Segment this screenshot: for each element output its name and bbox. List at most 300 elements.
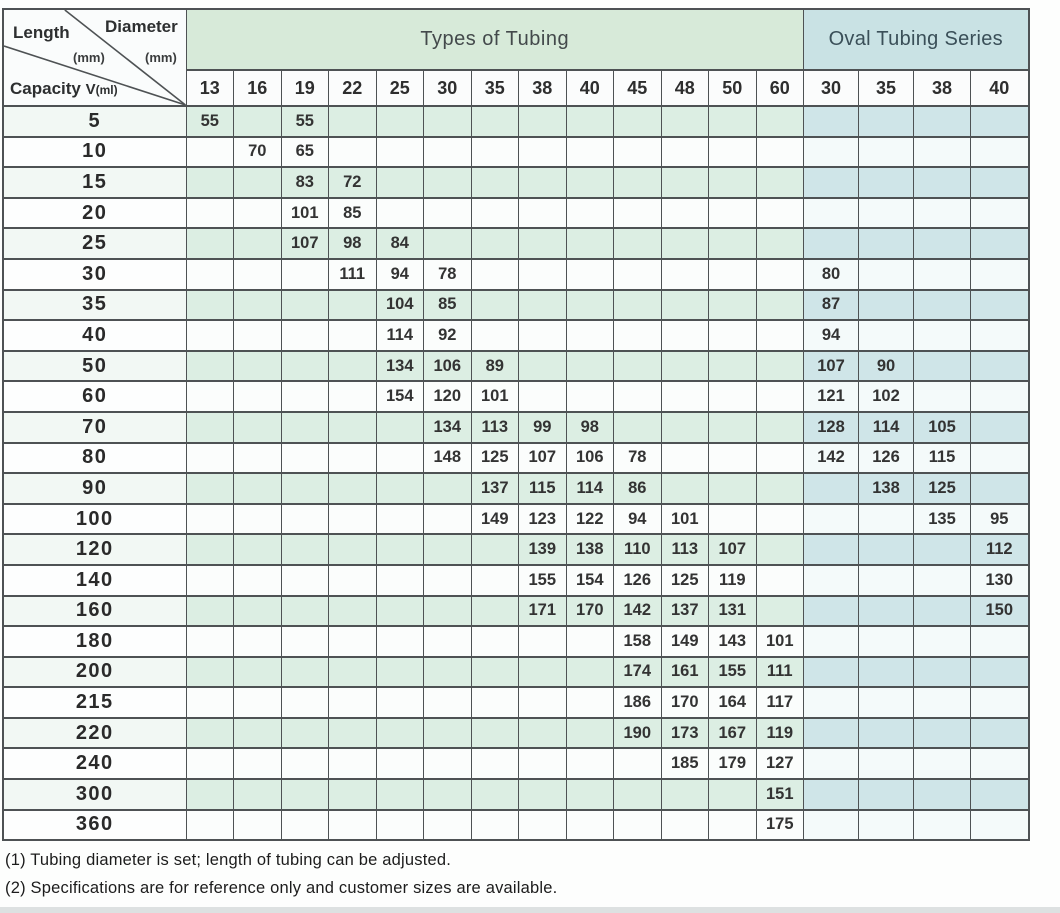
tubing-length-cell: 55: [281, 106, 329, 137]
tubing-length-cell: [234, 106, 282, 137]
oval-length-cell: [804, 779, 859, 810]
tubing-length-cell: [234, 381, 282, 412]
tubing-length-cell: [186, 596, 234, 627]
oval-length-cell: [914, 290, 971, 321]
tubing-length-cell: [756, 259, 804, 290]
tubing-length-cell: [566, 687, 614, 718]
table-row: [3, 810, 1029, 841]
tubing-length-cell: 65: [281, 137, 329, 168]
tubing-length-cell: [519, 198, 567, 229]
tubing-length-cell: [424, 596, 472, 627]
tubing-length-cell: [281, 504, 329, 535]
oval-length-cell: [804, 198, 859, 229]
tubing-length-cell: [424, 657, 472, 688]
tubing-length-cell: [186, 565, 234, 596]
tubing-length-cell: [234, 810, 282, 841]
tubing-length-cell: [471, 167, 519, 198]
title-header-row: [3, 9, 1029, 70]
tubing-length-cell: 94: [376, 259, 424, 290]
tubing-length-cell: [281, 657, 329, 688]
capacity-cell: 70: [3, 412, 186, 443]
tubing-length-cell: [281, 412, 329, 443]
tubing-length-cell: [281, 290, 329, 321]
tubing-length-cell: 107: [281, 228, 329, 259]
oval-length-cell: [971, 320, 1029, 351]
tubing-length-cell: 155: [709, 657, 757, 688]
oval-length-cell: [914, 779, 971, 810]
oval-length-cell: [859, 259, 914, 290]
tubing-length-cell: [519, 687, 567, 718]
tubing-length-cell: [709, 320, 757, 351]
tubing-length-cell: 114: [376, 320, 424, 351]
tubing-length-cell: [186, 259, 234, 290]
tubing-length-cell: 170: [661, 687, 709, 718]
oval-length-cell: [914, 320, 971, 351]
tubing-length-cell: [234, 259, 282, 290]
tubing-length-cell: [519, 351, 567, 382]
oval-length-cell: [914, 259, 971, 290]
corner-header-cell: [3, 9, 186, 106]
tubing-length-cell: [566, 748, 614, 779]
tubing-length-cell: [471, 810, 519, 841]
tubing-length-cell: [186, 381, 234, 412]
tubing-length-cell: [614, 351, 662, 382]
tubing-length-cell: [234, 504, 282, 535]
tubing-length-cell: [329, 687, 377, 718]
length-label: Length: [13, 23, 70, 42]
tubing-length-cell: [471, 137, 519, 168]
oval-length-cell: [804, 228, 859, 259]
tubing-length-cell: 85: [424, 290, 472, 321]
tubing-length-cell: [519, 106, 567, 137]
tubing-length-cell: [756, 412, 804, 443]
footnotes: [5, 846, 557, 902]
table-row: [3, 137, 1029, 168]
tubing-length-cell: [756, 137, 804, 168]
oval-length-cell: [804, 106, 859, 137]
tubing-length-cell: [376, 534, 424, 565]
tubing-length-cell: [281, 534, 329, 565]
oval-length-cell: [859, 198, 914, 229]
oval-length-cell: [914, 137, 971, 168]
tubing-length-cell: 86: [614, 473, 662, 504]
oval-length-cell: [859, 290, 914, 321]
tubing-length-cell: [281, 320, 329, 351]
capacity-cell: 220: [3, 718, 186, 749]
tubing-length-cell: [186, 167, 234, 198]
tubing-length-cell: 190: [614, 718, 662, 749]
tubing-length-cell: 92: [424, 320, 472, 351]
oval-length-cell: 114: [859, 412, 914, 443]
tubing-length-cell: [186, 687, 234, 718]
tubing-length-cell: [234, 657, 282, 688]
tubing-length-cell: 113: [661, 534, 709, 565]
tubing-length-cell: [376, 473, 424, 504]
tubing-length-cell: 101: [471, 381, 519, 412]
tubing-length-cell: [376, 779, 424, 810]
tubing-length-cell: [709, 779, 757, 810]
tubing-length-cell: [661, 381, 709, 412]
tubing-length-cell: 137: [471, 473, 519, 504]
tubing-length-cell: [186, 412, 234, 443]
tubing-length-cell: 101: [661, 504, 709, 535]
tubing-length-cell: [661, 290, 709, 321]
tubing-length-cell: 111: [329, 259, 377, 290]
tubing-length-cell: 89: [471, 351, 519, 382]
table-row: [3, 473, 1029, 504]
oval-tubing-series-title: Oval Tubing Series: [804, 9, 1029, 70]
tubing-length-cell: [186, 290, 234, 321]
table-row: [3, 596, 1029, 627]
tubing-length-cell: [566, 228, 614, 259]
oval-length-cell: [914, 657, 971, 688]
tubing-length-cell: [234, 534, 282, 565]
tubing-length-cell: 164: [709, 687, 757, 718]
tubing-length-cell: [756, 351, 804, 382]
tubing-length-cell: [614, 810, 662, 841]
oval-length-cell: [804, 504, 859, 535]
tubing-length-cell: 106: [424, 351, 472, 382]
diameter-unit: (mm): [145, 50, 177, 65]
tubing-length-cell: [519, 381, 567, 412]
tubing-length-cell: 127: [756, 748, 804, 779]
oval-length-cell: [859, 718, 914, 749]
table-row: [3, 412, 1029, 443]
tubing-length-cell: [376, 596, 424, 627]
tubing-length-cell: [186, 504, 234, 535]
oval-length-cell: [859, 228, 914, 259]
tubing-length-cell: [329, 626, 377, 657]
oval-length-cell: [914, 198, 971, 229]
oval-length-cell: [971, 259, 1029, 290]
tubing-length-cell: [234, 779, 282, 810]
tubing-length-cell: [709, 412, 757, 443]
oval-length-cell: [804, 137, 859, 168]
tubing-diameter-header: 48: [661, 70, 709, 106]
tubing-length-cell: 155: [519, 565, 567, 596]
tubing-length-cell: [234, 167, 282, 198]
tubing-length-cell: [471, 748, 519, 779]
capacity-cell: 100: [3, 504, 186, 535]
oval-length-cell: [804, 565, 859, 596]
tubing-length-cell: [709, 106, 757, 137]
capacity-cell: 40: [3, 320, 186, 351]
tubing-length-cell: 154: [376, 381, 424, 412]
oval-length-cell: [914, 565, 971, 596]
tubing-length-cell: [661, 443, 709, 474]
tubing-length-cell: 119: [756, 718, 804, 749]
tubing-length-cell: [709, 443, 757, 474]
tubing-length-cell: [661, 228, 709, 259]
tubing-length-cell: [281, 748, 329, 779]
tubing-length-cell: [756, 504, 804, 535]
tubing-length-cell: 134: [424, 412, 472, 443]
tubing-length-cell: [329, 381, 377, 412]
oval-length-cell: [914, 534, 971, 565]
length-unit: (mm): [73, 50, 105, 65]
oval-length-cell: [914, 596, 971, 627]
tubing-length-cell: 106: [566, 443, 614, 474]
tubing-length-cell: [471, 565, 519, 596]
oval-length-cell: [971, 626, 1029, 657]
oval-length-cell: [804, 534, 859, 565]
tubing-length-cell: [376, 687, 424, 718]
footnote-1: (1) Tubing diameter is set; length of tubing can be adjusted.: [5, 851, 452, 869]
oval-diameter-header: 38: [914, 70, 971, 106]
tubing-length-cell: [709, 259, 757, 290]
table-row: [3, 167, 1029, 198]
oval-length-cell: [971, 137, 1029, 168]
tubing-length-cell: [329, 504, 377, 535]
tubing-length-cell: [281, 810, 329, 841]
capacity-cell: 360: [3, 810, 186, 841]
tubing-length-cell: [186, 534, 234, 565]
tubing-length-cell: [661, 137, 709, 168]
tubing-length-cell: [709, 810, 757, 841]
capacity-cell: 10: [3, 137, 186, 168]
tubing-length-cell: [281, 596, 329, 627]
tubing-length-cell: [186, 443, 234, 474]
tubing-length-cell: [614, 198, 662, 229]
table-row: [3, 534, 1029, 565]
tubing-length-cell: [756, 320, 804, 351]
oval-length-cell: 130: [971, 565, 1029, 596]
tubing-length-cell: [376, 810, 424, 841]
tubing-length-cell: [709, 167, 757, 198]
tubing-length-cell: [614, 748, 662, 779]
tubing-diameter-header: 38: [519, 70, 567, 106]
oval-length-cell: [914, 687, 971, 718]
tubing-length-cell: 171: [519, 596, 567, 627]
tubing-length-cell: [234, 290, 282, 321]
tubing-length-cell: 107: [519, 443, 567, 474]
tubing-length-cell: 126: [614, 565, 662, 596]
tubing-length-cell: [709, 504, 757, 535]
tubing-length-cell: [329, 565, 377, 596]
tubing-length-cell: 111: [756, 657, 804, 688]
oval-length-cell: 80: [804, 259, 859, 290]
tubing-length-cell: [424, 106, 472, 137]
tubing-length-cell: [471, 596, 519, 627]
tubing-length-cell: [424, 167, 472, 198]
tubing-length-cell: 101: [756, 626, 804, 657]
table-row: [3, 657, 1029, 688]
tubing-length-cell: [186, 473, 234, 504]
tubing-length-cell: [756, 534, 804, 565]
tubing-length-cell: [519, 290, 567, 321]
tubing-length-cell: [424, 748, 472, 779]
tubing-length-cell: [614, 259, 662, 290]
tubing-length-cell: [376, 748, 424, 779]
tubing-length-cell: [756, 443, 804, 474]
capacity-cell: 200: [3, 657, 186, 688]
oval-length-cell: 142: [804, 443, 859, 474]
tubing-length-cell: [234, 351, 282, 382]
tubing-length-cell: [614, 228, 662, 259]
oval-length-cell: [971, 412, 1029, 443]
tubing-length-cell: 85: [329, 198, 377, 229]
oval-length-cell: [859, 504, 914, 535]
tubing-length-cell: [471, 687, 519, 718]
tubing-length-cell: [756, 198, 804, 229]
tubing-length-cell: [566, 167, 614, 198]
tubing-length-cell: 107: [709, 534, 757, 565]
oval-length-cell: 135: [914, 504, 971, 535]
oval-length-cell: [914, 810, 971, 841]
oval-length-cell: [971, 657, 1029, 688]
tubing-length-cell: [471, 320, 519, 351]
oval-length-cell: 87: [804, 290, 859, 321]
tubing-length-cell: 170: [566, 596, 614, 627]
oval-length-cell: [859, 626, 914, 657]
tubing-length-cell: [329, 351, 377, 382]
tubing-length-cell: [376, 167, 424, 198]
capacity-cell: 160: [3, 596, 186, 627]
oval-length-cell: [804, 718, 859, 749]
tubing-length-cell: [566, 198, 614, 229]
tubing-length-cell: [614, 106, 662, 137]
tubing-length-cell: [756, 167, 804, 198]
tubing-length-cell: [661, 412, 709, 443]
oval-length-cell: 105: [914, 412, 971, 443]
tubing-length-cell: [566, 106, 614, 137]
tubing-length-cell: 110: [614, 534, 662, 565]
tubing-length-cell: 142: [614, 596, 662, 627]
tubing-length-cell: [519, 779, 567, 810]
oval-length-cell: [804, 626, 859, 657]
tubing-length-cell: [329, 779, 377, 810]
tubing-length-cell: 173: [661, 718, 709, 749]
table-row: [3, 351, 1029, 382]
capacity-cell: 140: [3, 565, 186, 596]
tubing-length-cell: 84: [376, 228, 424, 259]
tubing-length-cell: 78: [614, 443, 662, 474]
oval-length-cell: [971, 167, 1029, 198]
oval-length-cell: [859, 596, 914, 627]
oval-length-cell: [804, 596, 859, 627]
types-of-tubing-title: Types of Tubing: [186, 9, 804, 70]
capacity-cell: 180: [3, 626, 186, 657]
oval-length-cell: [804, 687, 859, 718]
tubing-length-cell: 117: [756, 687, 804, 718]
oval-length-cell: 126: [859, 443, 914, 474]
oval-diameter-header: 40: [971, 70, 1029, 106]
tubing-length-cell: [566, 779, 614, 810]
tubing-length-cell: [566, 718, 614, 749]
oval-length-cell: [914, 228, 971, 259]
tubing-length-cell: [186, 718, 234, 749]
oval-length-cell: [914, 748, 971, 779]
tubing-length-cell: [661, 198, 709, 229]
tubing-length-cell: [519, 810, 567, 841]
tubing-length-cell: 94: [614, 504, 662, 535]
oval-length-cell: [859, 687, 914, 718]
tubing-length-cell: [329, 290, 377, 321]
tubing-length-cell: 175: [756, 810, 804, 841]
tubing-length-cell: [519, 748, 567, 779]
table-row: [3, 504, 1029, 535]
tubing-length-cell: [471, 228, 519, 259]
tubing-diameter-header: 22: [329, 70, 377, 106]
tubing-length-cell: [519, 228, 567, 259]
tubing-length-cell: [186, 748, 234, 779]
capacity-cell: 90: [3, 473, 186, 504]
tubing-diameter-header: 60: [756, 70, 804, 106]
tubing-diameter-header: 45: [614, 70, 662, 106]
tubing-length-cell: [519, 137, 567, 168]
tubing-length-cell: [424, 534, 472, 565]
oval-length-cell: [971, 443, 1029, 474]
tubing-length-cell: 98: [566, 412, 614, 443]
tubing-length-cell: 149: [471, 504, 519, 535]
oval-length-cell: [971, 381, 1029, 412]
oval-length-cell: 95: [971, 504, 1029, 535]
tubing-length-cell: 131: [709, 596, 757, 627]
tubing-length-cell: 72: [329, 167, 377, 198]
oval-length-cell: [804, 748, 859, 779]
oval-length-cell: [914, 167, 971, 198]
capacity-cell: 240: [3, 748, 186, 779]
tubing-length-cell: [329, 137, 377, 168]
tubing-length-cell: [424, 228, 472, 259]
tubing-length-cell: [756, 290, 804, 321]
tubing-diameter-header: 25: [376, 70, 424, 106]
tubing-length-cell: [234, 626, 282, 657]
tubing-length-cell: [281, 565, 329, 596]
capacity-label: Capacity V(ml): [10, 79, 118, 98]
tubing-length-cell: [234, 687, 282, 718]
tubing-length-cell: [376, 504, 424, 535]
tubing-length-cell: [376, 443, 424, 474]
tubing-length-cell: [329, 106, 377, 137]
tubing-length-cell: 151: [756, 779, 804, 810]
capacity-cell: 120: [3, 534, 186, 565]
capacity-cell: 30: [3, 259, 186, 290]
tubing-length-cell: [376, 718, 424, 749]
tubing-length-cell: [234, 443, 282, 474]
tubing-length-cell: 70: [234, 137, 282, 168]
oval-length-cell: [971, 810, 1029, 841]
tubing-length-cell: [234, 565, 282, 596]
tubing-length-cell: [709, 473, 757, 504]
tubing-length-cell: 55: [186, 106, 234, 137]
tubing-length-cell: [709, 351, 757, 382]
tubing-length-cell: [234, 473, 282, 504]
tubing-length-cell: 179: [709, 748, 757, 779]
tubing-length-cell: [566, 320, 614, 351]
oval-length-cell: 115: [914, 443, 971, 474]
oval-length-cell: [859, 748, 914, 779]
oval-diameter-header: 35: [859, 70, 914, 106]
tubing-length-cell: [281, 687, 329, 718]
tubing-length-cell: [519, 320, 567, 351]
capacity-cell: 215: [3, 687, 186, 718]
tubing-length-cell: [281, 259, 329, 290]
oval-length-cell: [971, 687, 1029, 718]
tubing-length-cell: [614, 320, 662, 351]
tubing-length-cell: [471, 534, 519, 565]
tubing-length-cell: 78: [424, 259, 472, 290]
tubing-length-cell: 123: [519, 504, 567, 535]
tubing-length-cell: 158: [614, 626, 662, 657]
table-row: [3, 443, 1029, 474]
tubing-length-cell: [566, 290, 614, 321]
tubing-length-cell: [376, 412, 424, 443]
tubing-length-cell: 143: [709, 626, 757, 657]
tubing-length-cell: [376, 106, 424, 137]
oval-length-cell: [971, 228, 1029, 259]
tubing-length-cell: 148: [424, 443, 472, 474]
